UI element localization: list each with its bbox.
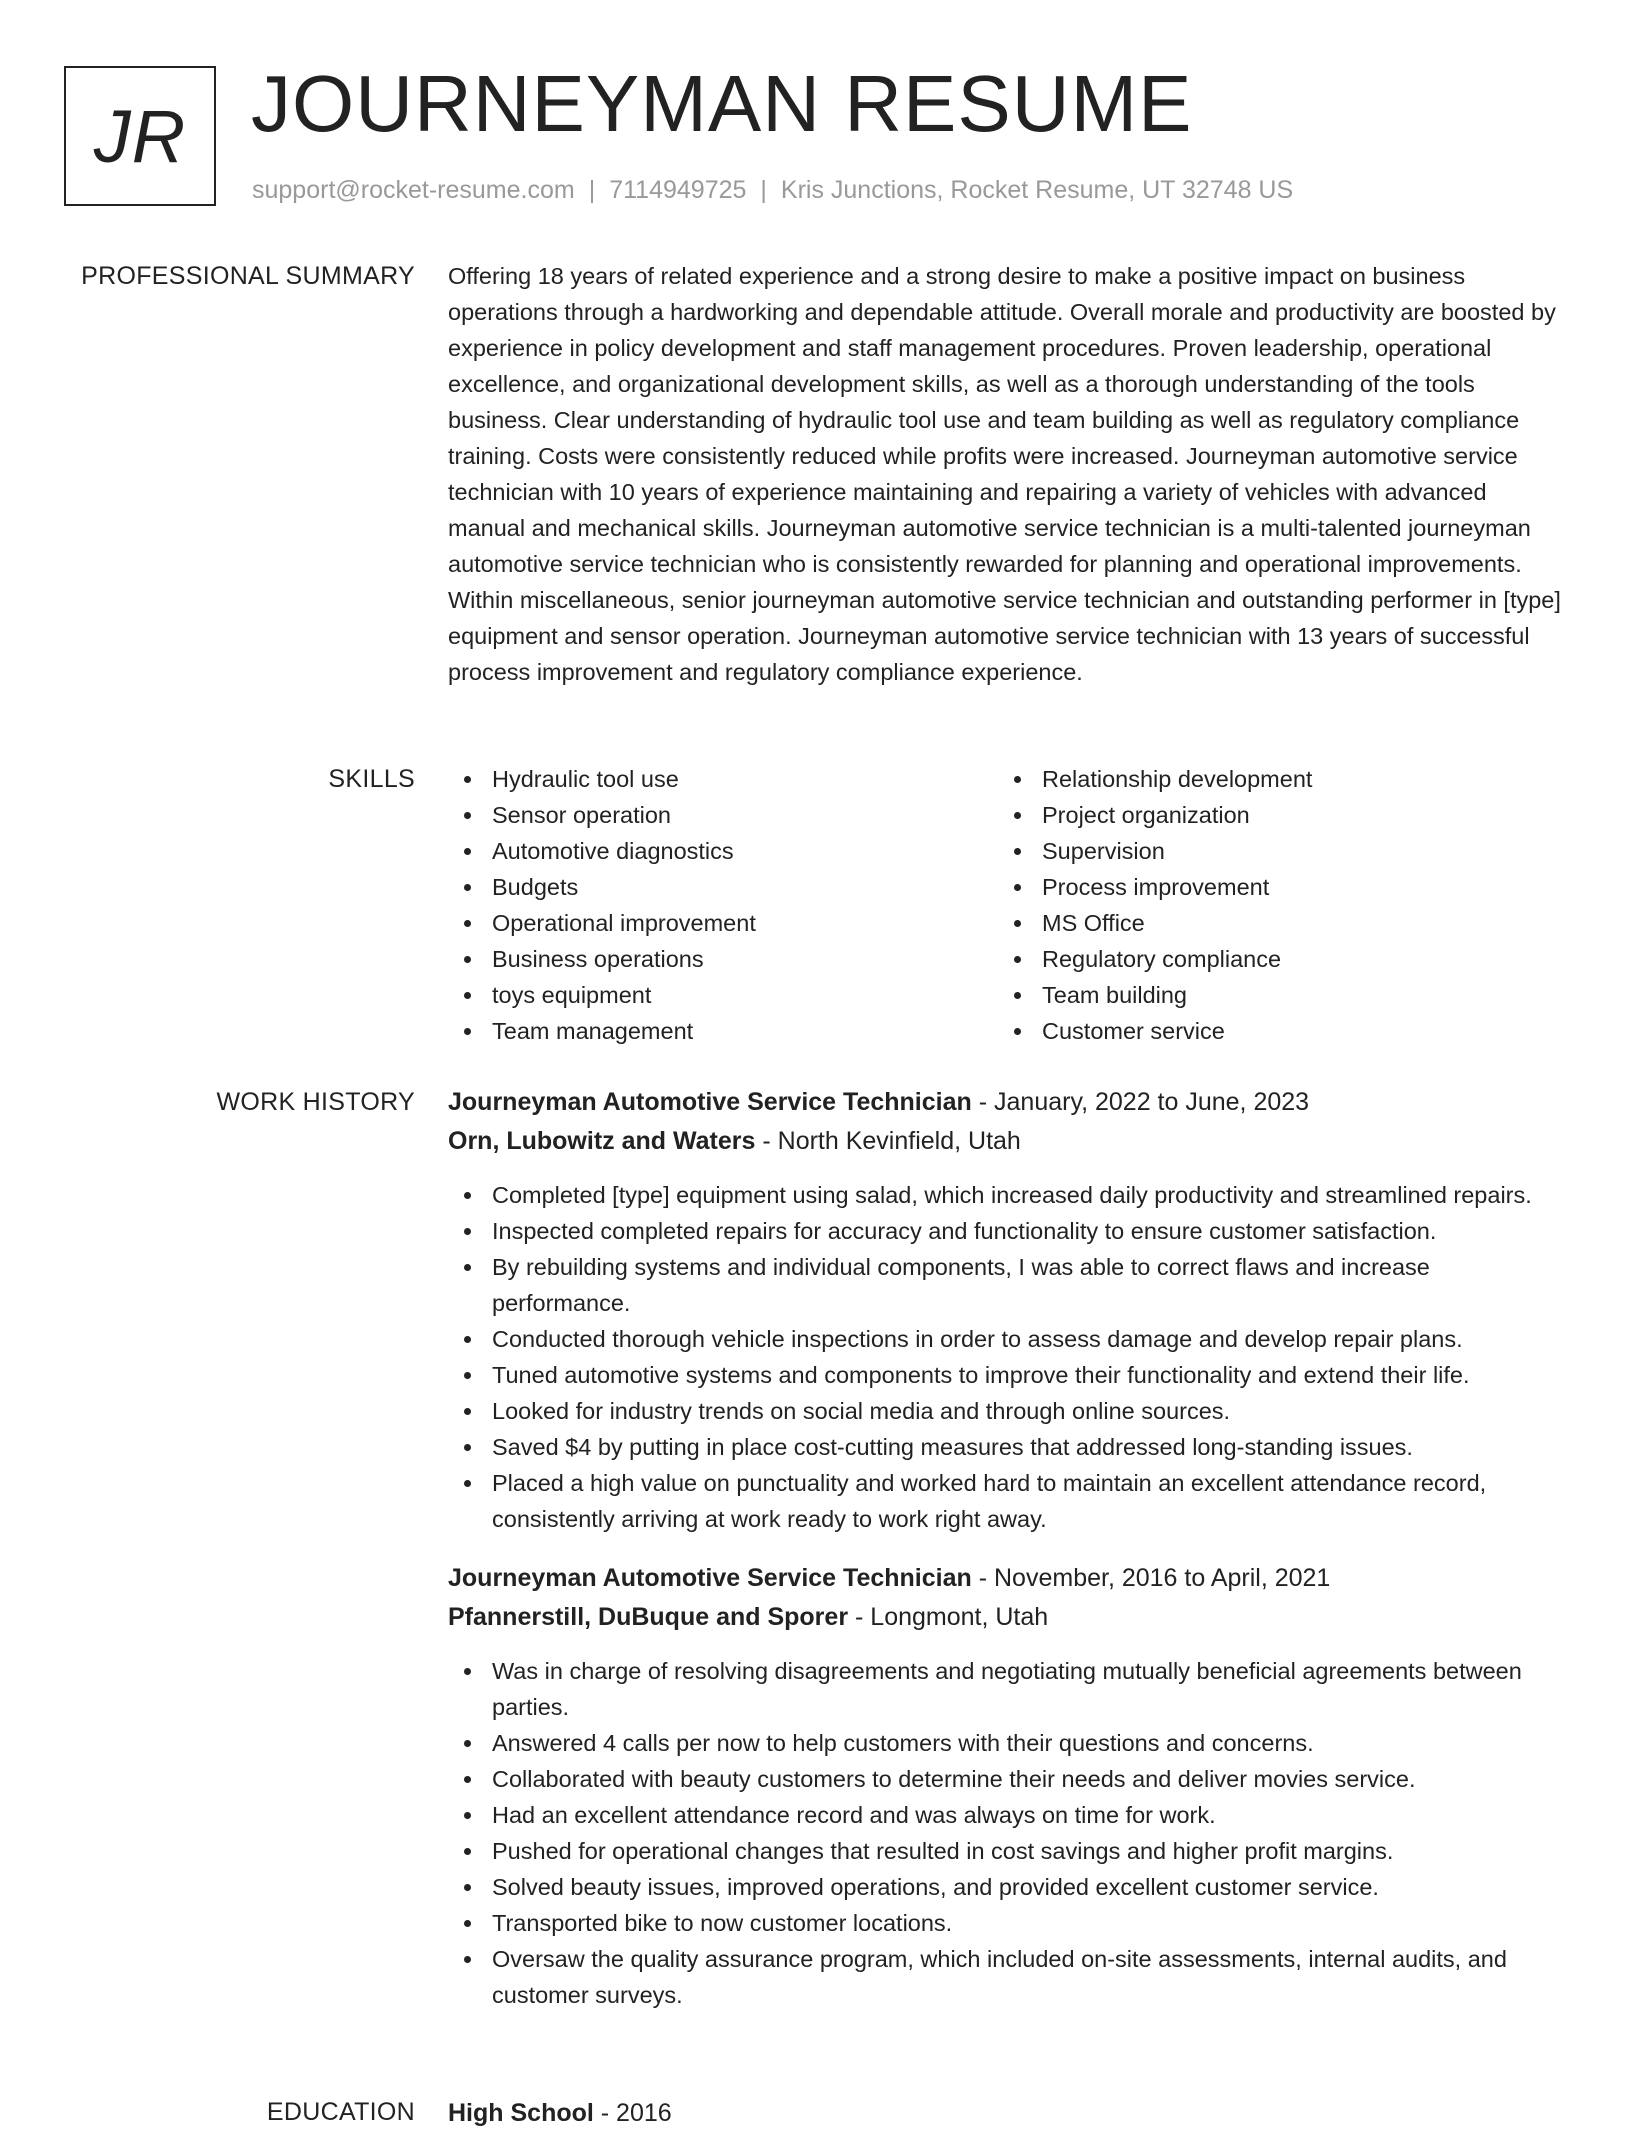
monogram-logo: JR	[64, 66, 216, 206]
job-dates: - November, 2016 to April, 2021	[978, 1564, 1331, 1592]
job-bullet: Saved $4 by putting in place cost-cutting measures that addressed long-standing issues.	[448, 1429, 1568, 1465]
job-bullet: Tuned automotive systems and components to improve their functionality and extend their life.	[448, 1357, 1568, 1393]
contact-phone: 7114949725	[609, 176, 747, 204]
job-dates: - January, 2022 to June, 2023	[978, 1088, 1310, 1116]
job-entry	[448, 1083, 1568, 1537]
job-bullets	[448, 1177, 1568, 1537]
job-bullet: Placed a high value on punctuality and worked hard to maintain an excellent attendance record, consistently arriving at work ready to work right away.	[448, 1465, 1568, 1537]
contact-separator: |	[760, 176, 767, 204]
skill-item: Automotive diagnostics	[448, 833, 998, 869]
education-year: - 2016	[600, 2099, 672, 2127]
skill-item: Regulatory compliance	[998, 941, 1548, 977]
education-degree: High School	[448, 2099, 594, 2127]
resume-name: JOURNEYMAN RESUME	[251, 59, 1193, 148]
job-location: - North Kevinfield, Utah	[762, 1127, 1021, 1155]
job-location: - Longmont, Utah	[855, 1603, 1049, 1631]
skill-item: Project organization	[998, 797, 1548, 833]
skill-item: MS Office	[998, 905, 1548, 941]
skill-item: Team building	[998, 977, 1548, 1013]
job-bullet: Oversaw the quality assurance program, which included on-site assessments, internal audits, and customer surveys.	[448, 1941, 1568, 2013]
job-company: Orn, Lubowitz and Waters	[448, 1127, 756, 1155]
work-history-heading: WORK HISTORY	[216, 1088, 415, 1116]
job-bullet: Was in charge of resolving disagreements and negotiating mutually beneficial agreements between parties.	[448, 1653, 1568, 1725]
skill-item: toys equipment	[448, 977, 998, 1013]
contact-address: Kris Junctions, Rocket Resume, UT 32748 US	[780, 176, 1294, 204]
summary-text: Offering 18 years of related experience and a strong desire to make a positive impact on business operations through a hardworking and dependable attitude. Overall morale and productivity are boosted by experience in policy development and staff management procedures. Proven leadership, operational excellence, and organizational development skills, as well as a thorough understanding of the tools business. Clear understanding of hydraulic tool use and team building as well as regulatory compliance training. Costs were consistently reduced while profits were increased. Journeyman automotive service technician with 10 years of experience maintaining and repairing a variety of vehicles with advanced manual and mechanical skills. Journeyman automotive service technician is a multi-talented journeyman automotive service technician who is consistently rewarded for planning and operational improvements. Within miscellaneous, senior journeyman automotive service technician and outstanding performer in [type] equipment and sensor operation. Journeyman automotive service technician with 13 years of successful process improvement and regulatory compliance experience.	[448, 263, 1561, 685]
job-entry	[448, 1559, 1568, 2013]
job-bullet: Had an excellent attendance record and was always on time for work.	[448, 1797, 1568, 1833]
job-bullet: By rebuilding systems and individual components, I was able to correct flaws and increase performance.	[448, 1249, 1568, 1321]
education-content	[448, 2094, 1568, 2133]
skill-item: Hydraulic tool use	[448, 761, 998, 797]
job-bullet: Solved beauty issues, improved operations, and provided excellent customer service.	[448, 1869, 1568, 1905]
skills-content	[448, 761, 1568, 1049]
job-company: Pfannerstill, DuBuque and Sporer	[448, 1603, 849, 1631]
skill-item: Sensor operation	[448, 797, 998, 833]
job-bullet: Collaborated with beauty customers to determine their needs and deliver movies service.	[448, 1761, 1568, 1797]
job-bullet: Inspected completed repairs for accuracy and functionality to ensure customer satisfaction.	[448, 1213, 1568, 1249]
job-bullet: Looked for industry trends on social media and through online sources.	[448, 1393, 1568, 1429]
job-title-line	[448, 1559, 1568, 1598]
skill-item: Customer service	[998, 1013, 1548, 1049]
job-bullet: Conducted thorough vehicle inspections in order to assess damage and develop repair plans.	[448, 1321, 1568, 1357]
work-history-content	[448, 1083, 1568, 2013]
job-title: Journeyman Automotive Service Technician	[448, 1088, 972, 1116]
contact-separator: |	[588, 176, 596, 204]
contact-email: support@rocket-resume.com	[252, 176, 575, 204]
education-entry	[448, 2094, 1568, 2133]
contact-line	[252, 174, 1293, 206]
job-bullet: Answered 4 calls per now to help customers with their questions and concerns.	[448, 1725, 1568, 1761]
job-title: Journeyman Automotive Service Technician	[448, 1564, 972, 1592]
skill-item: Process improvement	[998, 869, 1548, 905]
summary-heading: PROFESSIONAL SUMMARY	[81, 262, 415, 290]
skill-item: Team management	[448, 1013, 998, 1049]
job-title-line	[448, 1083, 1568, 1122]
skill-item: Relationship development	[998, 761, 1548, 797]
skills-column-right	[998, 761, 1548, 1049]
skill-item: Business operations	[448, 941, 998, 977]
skill-item: Budgets	[448, 869, 998, 905]
skills-grid	[448, 761, 1568, 1049]
skills-column-left	[448, 761, 998, 1049]
education-heading: EDUCATION	[266, 2098, 415, 2126]
summary-content	[448, 258, 1568, 690]
job-company-line	[448, 1598, 1568, 1637]
skill-item: Operational improvement	[448, 905, 998, 941]
skills-heading: SKILLS	[328, 765, 415, 793]
job-bullet: Completed [type] equipment using salad, which increased daily productivity and streamlined repairs.	[448, 1177, 1568, 1213]
job-company-line	[448, 1122, 1568, 1161]
job-bullet: Transported bike to now customer locations.	[448, 1905, 1568, 1941]
skill-item: Supervision	[998, 833, 1548, 869]
job-bullet: Pushed for operational changes that resulted in cost savings and higher profit margins.	[448, 1833, 1568, 1869]
job-bullets	[448, 1653, 1568, 2013]
